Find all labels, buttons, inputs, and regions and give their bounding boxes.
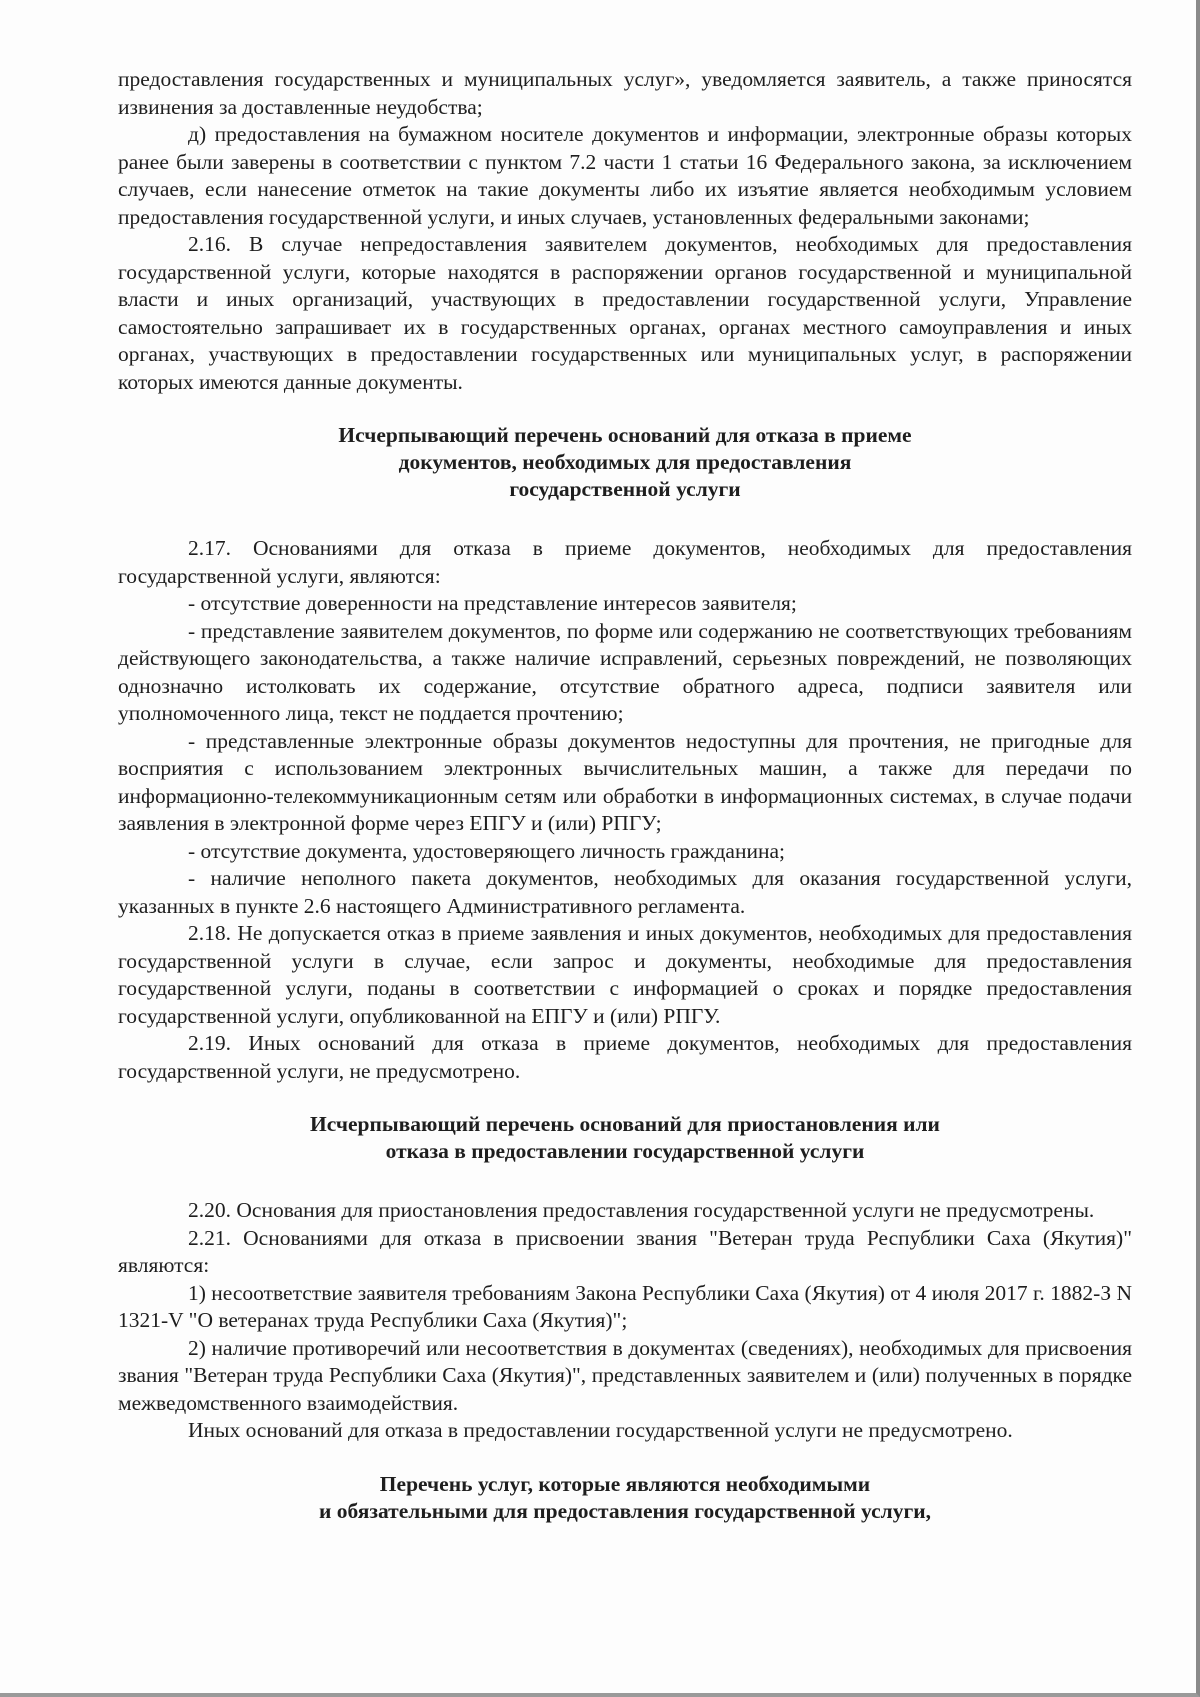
list-item: - представленные электронные образы документов недоступны для прочтения, не пригодные для восприятия с использованием электронных вычислительных машин, а также для передачи по информационно-телекоммуникационным сетям или обработки в информационных системах, в случае подачи заявления в электронной форме через ЕПГУ и (или) РПГУ;	[118, 728, 1132, 835]
paragraph-2-20: 2.20. Основания для приостановления предоставления государственной услуги не предусмотрены.	[188, 1198, 1095, 1222]
paragraph-2-18: 2.18. Не допускается отказ в приеме заявления и иных документов, необходимых для предоставления государственной услуги в случае, если запрос и документы, необходимые для предоставления государственной услуги, поданы в соответствии с информацией о сроках и порядке предоставления государственной услуги, опубликованной на ЕПГУ и (или) РПГУ.	[118, 921, 1132, 1028]
paragraph-closing: Иных оснований для отказа в предоставлении государственной услуги не предусмотрено.	[188, 1418, 1013, 1442]
heading-line: отказа в предоставлении государственной услуги	[385, 1139, 865, 1163]
heading-line: и обязательными для предоставления государственной услуги,	[318, 1498, 932, 1523]
list-item: 1) несоответствие заявителя требованиям Закона Республики Саха (Якутия) от 4 июля 2017 г. 1882-З N 1321-V "О ветеранах труда Республики Саха (Якутия)";	[118, 1280, 1133, 1332]
list-item: - представление заявителем документов, по форме или содержанию не соответствующих требованиям действующего законодательства, а также наличие исправлений, серьезных повреждений, не позволяющих однозначно истолковать их содержание, отсутствие обратного адреса, подписи заявителя или уполномоченного лица, текст не поддается прочтению;	[118, 618, 1132, 725]
paragraph-item-d: д) предоставления на бумажном носителе документов и информации, электронные образы которых ранее были заверены в соответствии с пунктом 7.2 части 1 статьи 16 Федерального закона, за исключением случаев, если нанесение отметок на такие документы либо их изъятие является необходимым условием предоставления государственной услуги, и иных случаев, установленных федеральными законами;	[118, 122, 1132, 229]
heading-line: Перечень услуг, которые являются необходимыми	[379, 1471, 871, 1496]
paragraph-2-19: 2.19. Иных оснований для отказа в приеме документов, необходимых для предоставления государственной услуги, не предусмотрено.	[118, 1031, 1132, 1083]
heading-line: Исчерпывающий перечень оснований для приостановления или	[310, 1112, 940, 1136]
paragraph-2-17: 2.17. Основаниями для отказа в приеме документов, необходимых для предоставления государственной услуги, являются:	[118, 536, 1132, 588]
heading-line: государственной услуги	[509, 477, 741, 501]
section-heading-required-services	[118, 1471, 1132, 1525]
list-item: - отсутствие документа, удостоверяющего личность гражданина;	[188, 838, 785, 863]
section-heading-suspension-refusal	[118, 1111, 1132, 1165]
paragraph-2-21: 2.21. Основаниями для отказа в присвоении звания "Ветеран труда Республики Саха (Якутия)" являются:	[118, 1225, 1132, 1277]
heading-line: документов, необходимых для предоставления	[398, 450, 852, 474]
list-item: - наличие неполного пакета документов, необходимых для оказания государственной услуги, указанных в пункте 2.6 настоящего Административного регламента.	[118, 866, 1132, 918]
paragraph-2-16: 2.16. В случае непредоставления заявителем документов, необходимых для предоставления государственной услуги, которые находятся в распоряжении органов государственной и муниципальной власти и иных организаций, участвующих в предоставлении государственной услуги, Управление самостоятельно запрашивает их в государственных органах, органах местного самоуправления и иных органах, участвующих в предоставлении государственных или муниципальных услуг, в распоряжении которых имеются данные документы.	[118, 232, 1132, 394]
list-item: 2) наличие противоречий или несоответствия в документах (сведениях), необходимых для присвоения звания "Ветеран труда Республики Саха (Якутия)", представленных заявителем и (или) полученных в порядке межведомственного взаимодействия.	[118, 1335, 1132, 1415]
section-heading-refusal-acceptance	[118, 422, 1132, 503]
list-item: - отсутствие доверенности на представление интересов заявителя;	[188, 591, 797, 615]
document-body	[118, 66, 1132, 1525]
heading-line: Исчерпывающий перечень оснований для отказа в приеме	[338, 423, 912, 447]
paragraph-continuation: предоставления государственных и муниципальных услуг», уведомляется заявитель, а также приносятся извинения за доставленные неудобства;	[118, 67, 1132, 119]
